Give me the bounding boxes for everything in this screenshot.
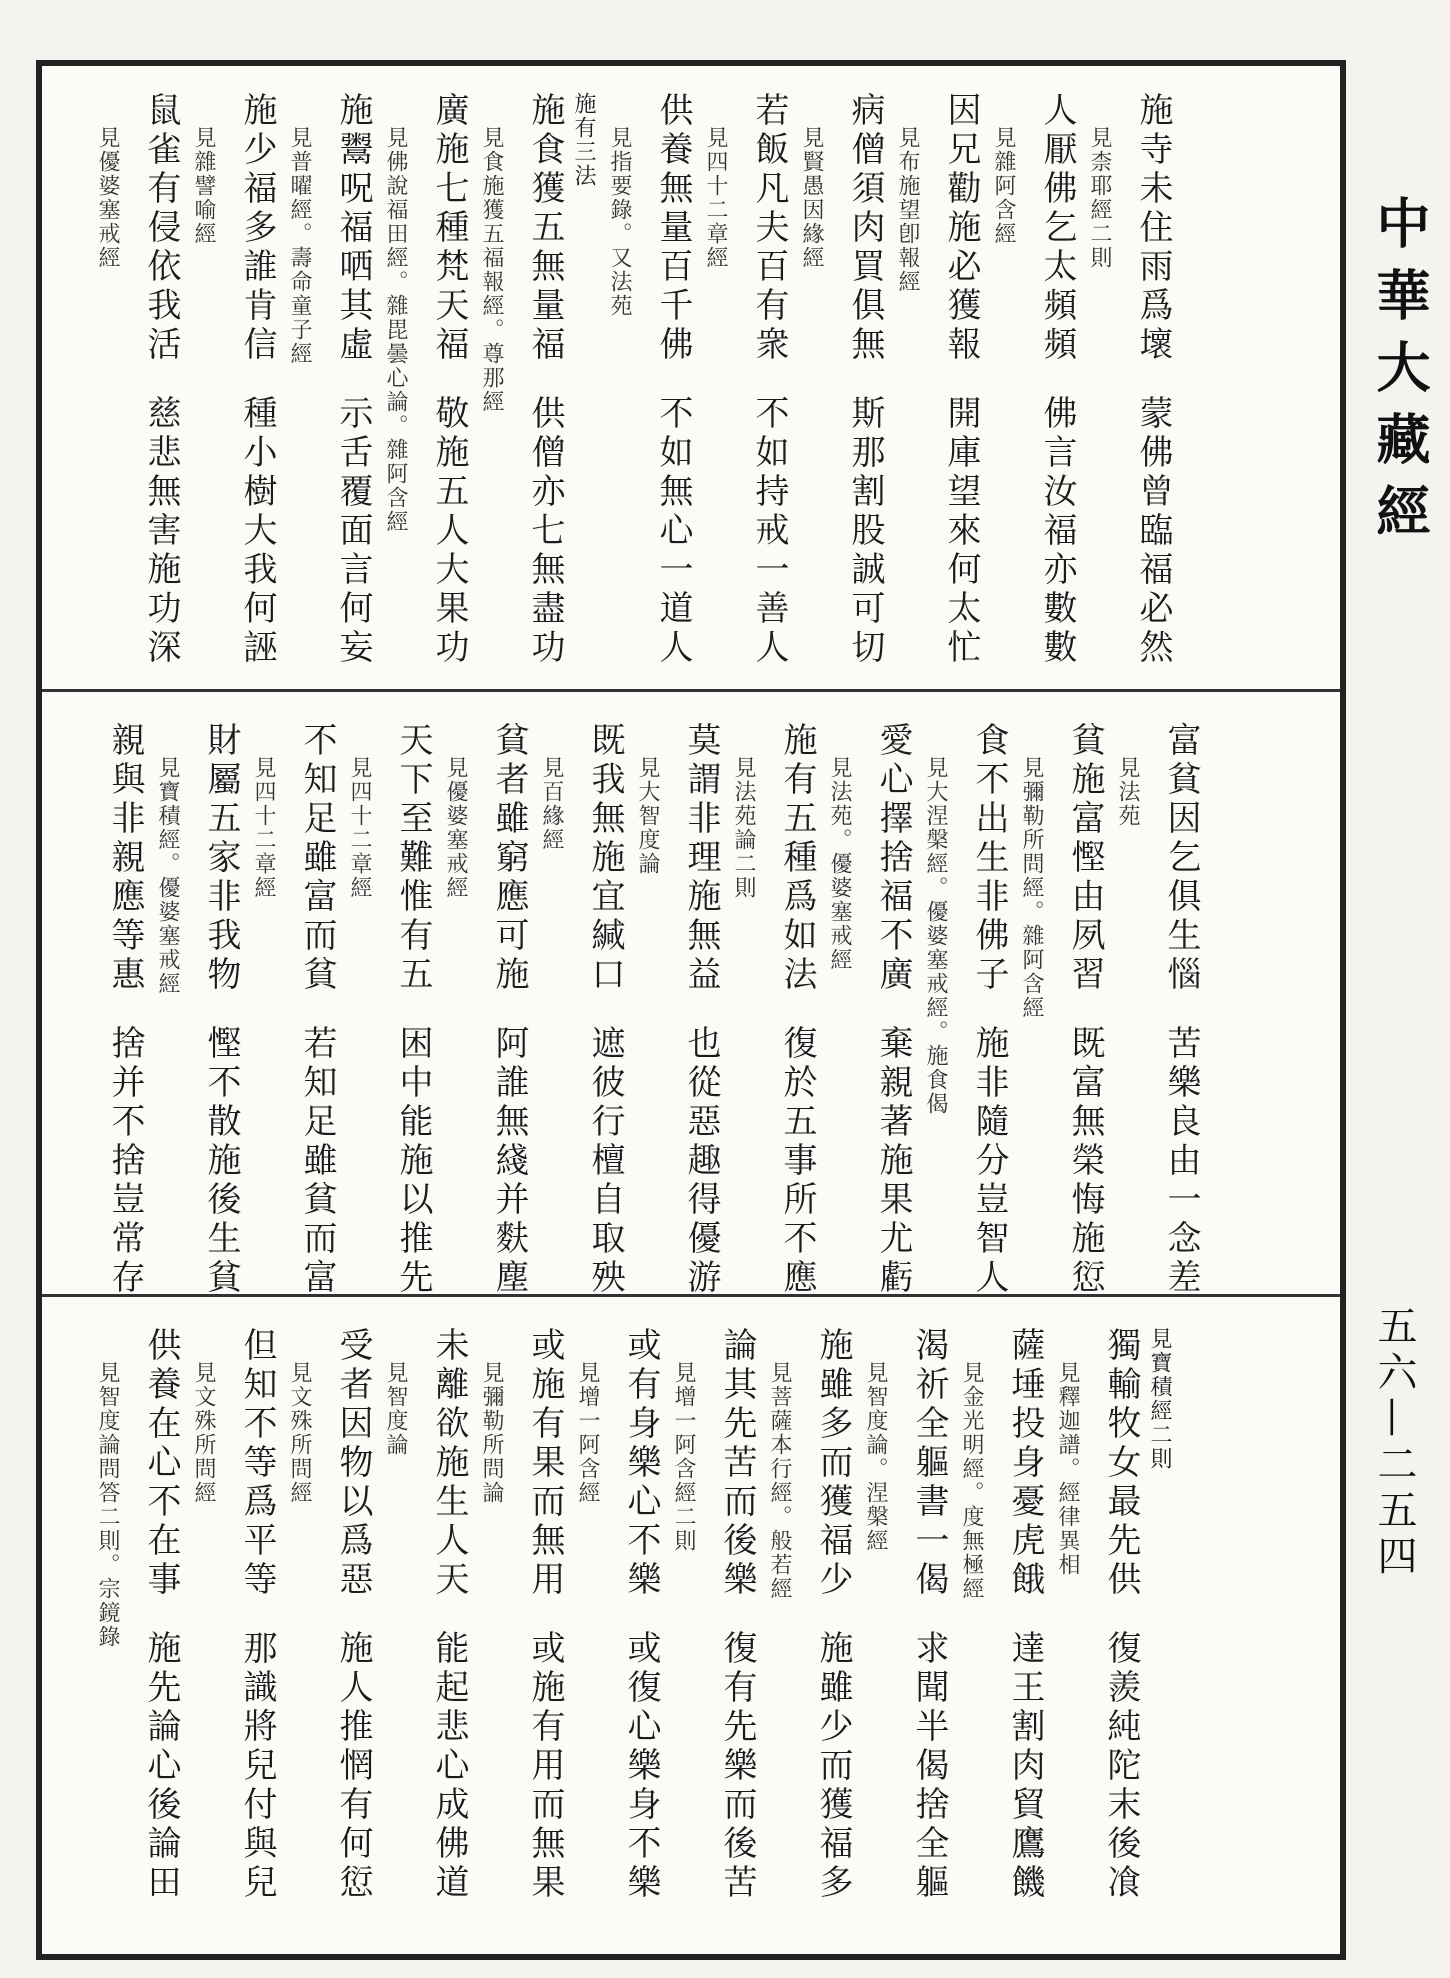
source-citation: 見布施望卽報經 — [895, 126, 920, 294]
verse-line — [237, 92, 277, 689]
verse-hemistich: 施非隨分豈智人 — [969, 1025, 1009, 1298]
source-citation: 見優婆塞戒經 — [95, 126, 120, 270]
verse-hemistich: 愛心擇捨福不廣 — [873, 722, 913, 995]
verse-line — [813, 1327, 853, 1951]
verse-hemistich: 開庫望來何太忙 — [941, 395, 981, 668]
verse-hemistich: 因兄勸施必獲報 — [941, 92, 981, 365]
verse-hemistich: 施先論心後論田 — [141, 1630, 181, 1903]
verse-hemistich: 親與非親應等惠 — [105, 722, 145, 995]
verse-line — [941, 92, 981, 689]
verse-hemistich: 未離欲施生人天 — [429, 1327, 469, 1600]
source-citation: 見四十二章經 — [347, 756, 372, 900]
source-citation: 見智度論。涅槃經 — [863, 1361, 888, 1553]
source-citation: 見法苑 — [1115, 756, 1140, 828]
verse-hemistich: 供養無量百千佛 — [653, 92, 693, 365]
verse-hemistich: 能起悲心成佛道 — [429, 1630, 469, 1903]
verse-hemistich: 蒙佛曾臨福必然 — [1133, 395, 1173, 668]
page-frame — [36, 60, 1346, 1960]
panel-divider — [42, 689, 1340, 692]
source-citation: 見菩薩本行經。般若經 — [767, 1361, 792, 1601]
verse-line — [717, 1327, 757, 1951]
source-citation: 見優婆塞戒經 — [443, 756, 468, 900]
panel-bottom — [42, 1301, 1340, 1951]
verse-hemistich: 供養在心不在事 — [141, 1327, 181, 1600]
source-citation: 見法苑論二則 — [731, 756, 756, 900]
verse-hemistich: 施食獲五無量福 — [525, 92, 565, 365]
verse-hemistich: 復羨純陀末後飡 — [1101, 1630, 1141, 1903]
verse-line — [1161, 722, 1201, 1298]
verse-line — [681, 722, 721, 1298]
verse-hemistich: 或有身樂心不樂 — [621, 1327, 661, 1600]
source-citation: 見金光明經。度無極經 — [959, 1361, 984, 1601]
verse-hemistich: 施雖多而獲福少 — [813, 1327, 853, 1600]
section-heading: 施有三法 — [571, 92, 596, 188]
verse-line — [393, 722, 433, 1298]
verse-hemistich: 棄親著施果尤虧 — [873, 1025, 913, 1298]
verse-hemistich: 遮彼行檀自取殃 — [585, 1025, 625, 1298]
verse-hemistich: 論其先苦而後樂 — [717, 1327, 757, 1600]
verse-line — [1005, 1327, 1045, 1951]
verse-hemistich: 不如持戒一善人 — [749, 395, 789, 668]
verse-line — [1133, 92, 1173, 689]
collection-title: 中華大藏經 — [1368, 195, 1432, 555]
panel-top — [42, 66, 1340, 689]
source-citation: 見法苑。優婆塞戒經 — [827, 756, 852, 972]
verse-line — [489, 722, 529, 1298]
verse-hemistich: 廣施七種梵天福 — [429, 92, 469, 365]
verse-hemistich: 或復心樂身不樂 — [621, 1630, 661, 1903]
verse-hemistich: 天下至難惟有五 — [393, 722, 433, 995]
source-citation: 見增一阿含經二則 — [671, 1361, 696, 1553]
verse-hemistich: 施有五種爲如法 — [777, 722, 817, 995]
verse-hemistich: 食不出生非佛子 — [969, 722, 1009, 995]
verse-hemistich: 既富無榮悔施愆 — [1065, 1025, 1105, 1298]
source-citation: 見釋迦譜。經律異相 — [1055, 1361, 1080, 1577]
verse-hemistich: 鼠雀有侵依我活 — [141, 92, 181, 365]
verse-hemistich: 渴祈全軀書一偈 — [909, 1327, 949, 1600]
section-heading: 見寶積經二則 — [1147, 1327, 1172, 1471]
verse-hemistich: 苦樂良由一念差 — [1161, 1025, 1201, 1298]
verse-hemistich: 施鬻呪福哂其虛 — [333, 92, 373, 365]
verse-hemistich: 達王割肉貿鷹饑 — [1005, 1630, 1045, 1903]
page-number: 五六—二五四 — [1371, 1305, 1417, 1581]
verse-line — [777, 722, 817, 1298]
panel-middle — [42, 696, 1340, 1298]
source-citation: 見食施獲五福報經。尊那經 — [479, 126, 504, 414]
verse-hemistich: 阿誰無綫并麩塵 — [489, 1025, 529, 1298]
source-citation: 見賢愚因緣經 — [799, 126, 824, 270]
source-citation: 見指要錄。又法苑 — [607, 126, 632, 318]
verse-line — [105, 722, 145, 1298]
verse-line — [141, 92, 181, 689]
verse-line — [969, 722, 1009, 1298]
verse-line — [621, 1327, 661, 1951]
verse-line — [333, 92, 373, 689]
verse-line — [141, 1327, 181, 1951]
verse-hemistich: 敬施五人大果功 — [429, 395, 469, 668]
verse-hemistich: 人厭佛乞太頻頻 — [1037, 92, 1077, 365]
verse-hemistich: 慈悲無害施功深 — [141, 395, 181, 668]
source-citation: 見雜阿含經 — [991, 126, 1016, 246]
verse-hemistich: 獨輸牧女最先供 — [1101, 1327, 1141, 1600]
verse-line — [1065, 722, 1105, 1298]
verse-hemistich: 捨并不捨豈常存 — [105, 1025, 145, 1298]
verse-hemistich: 斯那割股誠可切 — [845, 395, 885, 668]
source-citation: 見柰耶經二則 — [1087, 126, 1112, 270]
source-citation: 見文殊所問經 — [287, 1361, 312, 1505]
verse-hemistich: 施人推惘有何愆 — [333, 1630, 373, 1903]
verse-line — [297, 722, 337, 1298]
source-citation: 見文殊所問經 — [191, 1361, 216, 1505]
verse-columns — [82, 1327, 1170, 1951]
verse-columns — [82, 722, 1201, 1298]
verse-line — [1037, 92, 1077, 689]
source-citation: 見大智度論 — [635, 756, 660, 876]
verse-hemistich: 施雖少而獲福多 — [813, 1630, 853, 1903]
verse-hemistich: 或施有果而無用 — [525, 1327, 565, 1600]
verse-hemistich: 財屬五家非我物 — [201, 722, 241, 995]
verse-line — [749, 92, 789, 689]
source-citation: 見彌勒所問經。雜阿含經 — [1019, 756, 1044, 1020]
verse-line — [333, 1327, 373, 1951]
source-citation: 見彌勒所問論 — [479, 1361, 504, 1505]
source-citation: 見百緣經 — [539, 756, 564, 852]
verse-hemistich: 貧者雖窮應可施 — [489, 722, 529, 995]
verse-line — [429, 1327, 469, 1951]
verse-hemistich: 求聞半偈捨全軀 — [909, 1630, 949, 1903]
verse-hemistich: 也從惡趣得優游 — [681, 1025, 721, 1298]
verse-hemistich: 復有先樂而後苦 — [717, 1630, 757, 1903]
verse-hemistich: 若知足雖貧而富 — [297, 1025, 337, 1298]
verse-hemistich: 那識將兒付與兒 — [237, 1630, 277, 1903]
verse-hemistich: 既我無施宜緘口 — [585, 722, 625, 995]
verse-line — [653, 92, 693, 689]
verse-line — [909, 1327, 949, 1951]
verse-line — [525, 1327, 565, 1951]
source-citation: 見增一阿含經 — [575, 1361, 600, 1505]
source-citation: 見智度論問答二則。宗鏡錄 — [95, 1361, 120, 1649]
verse-hemistich: 慳不散施後生貧 — [201, 1025, 241, 1298]
verse-line — [201, 722, 241, 1298]
source-citation: 見四十二章經 — [703, 126, 728, 270]
verse-hemistich: 施少福多誰肯信 — [237, 92, 277, 365]
source-citation: 見四十二章經 — [251, 756, 276, 900]
verse-hemistich: 佛言汝福亦數數 — [1037, 395, 1077, 668]
verse-line — [429, 92, 469, 689]
verse-hemistich: 富貧因乞俱生惱 — [1161, 722, 1201, 995]
verse-hemistich: 施寺未住雨爲壞 — [1133, 92, 1173, 365]
source-citation: 見大涅槃經。優婆塞戒經。施食偈 — [923, 756, 948, 1116]
source-citation: 見普曜經。壽命童子經 — [287, 126, 312, 366]
verse-line — [585, 722, 625, 1298]
verse-hemistich: 莫謂非理施無益 — [681, 722, 721, 995]
verse-columns — [82, 92, 1173, 689]
verse-hemistich: 困中能施以推先 — [393, 1025, 433, 1298]
verse-line — [1101, 1327, 1141, 1951]
verse-hemistich: 示舌覆面言何妄 — [333, 395, 373, 668]
verse-hemistich: 復於五事所不應 — [777, 1025, 817, 1298]
verse-hemistich: 若飯凡夫百有衆 — [749, 92, 789, 365]
source-citation: 見智度論 — [383, 1361, 408, 1457]
verse-hemistich: 貧施富慳由夙習 — [1065, 722, 1105, 995]
verse-hemistich: 但知不等爲平等 — [237, 1327, 277, 1600]
verse-line — [525, 92, 565, 689]
verse-hemistich: 受者因物以爲惡 — [333, 1327, 373, 1600]
source-citation: 見寶積經。優婆塞戒經 — [155, 756, 180, 996]
verse-hemistich: 供僧亦七無盡功 — [525, 395, 565, 668]
verse-line — [845, 92, 885, 689]
verse-hemistich: 或施有用而無果 — [525, 1630, 565, 1903]
verse-hemistich: 不知足雖富而貧 — [297, 722, 337, 995]
source-citation: 見雜譬喻經 — [191, 126, 216, 246]
verse-hemistich: 薩埵投身憂虎餓 — [1005, 1327, 1045, 1600]
panel-divider — [42, 1294, 1340, 1297]
verse-line — [237, 1327, 277, 1951]
verse-hemistich: 病僧須肉買俱無 — [845, 92, 885, 365]
source-citation: 見佛說福田經。雜毘曇心論。雜阿含經 — [383, 126, 408, 534]
verse-hemistich: 種小樹大我何誣 — [237, 395, 277, 668]
verse-hemistich: 不如無心一道人 — [653, 395, 693, 668]
verse-line — [873, 722, 913, 1298]
